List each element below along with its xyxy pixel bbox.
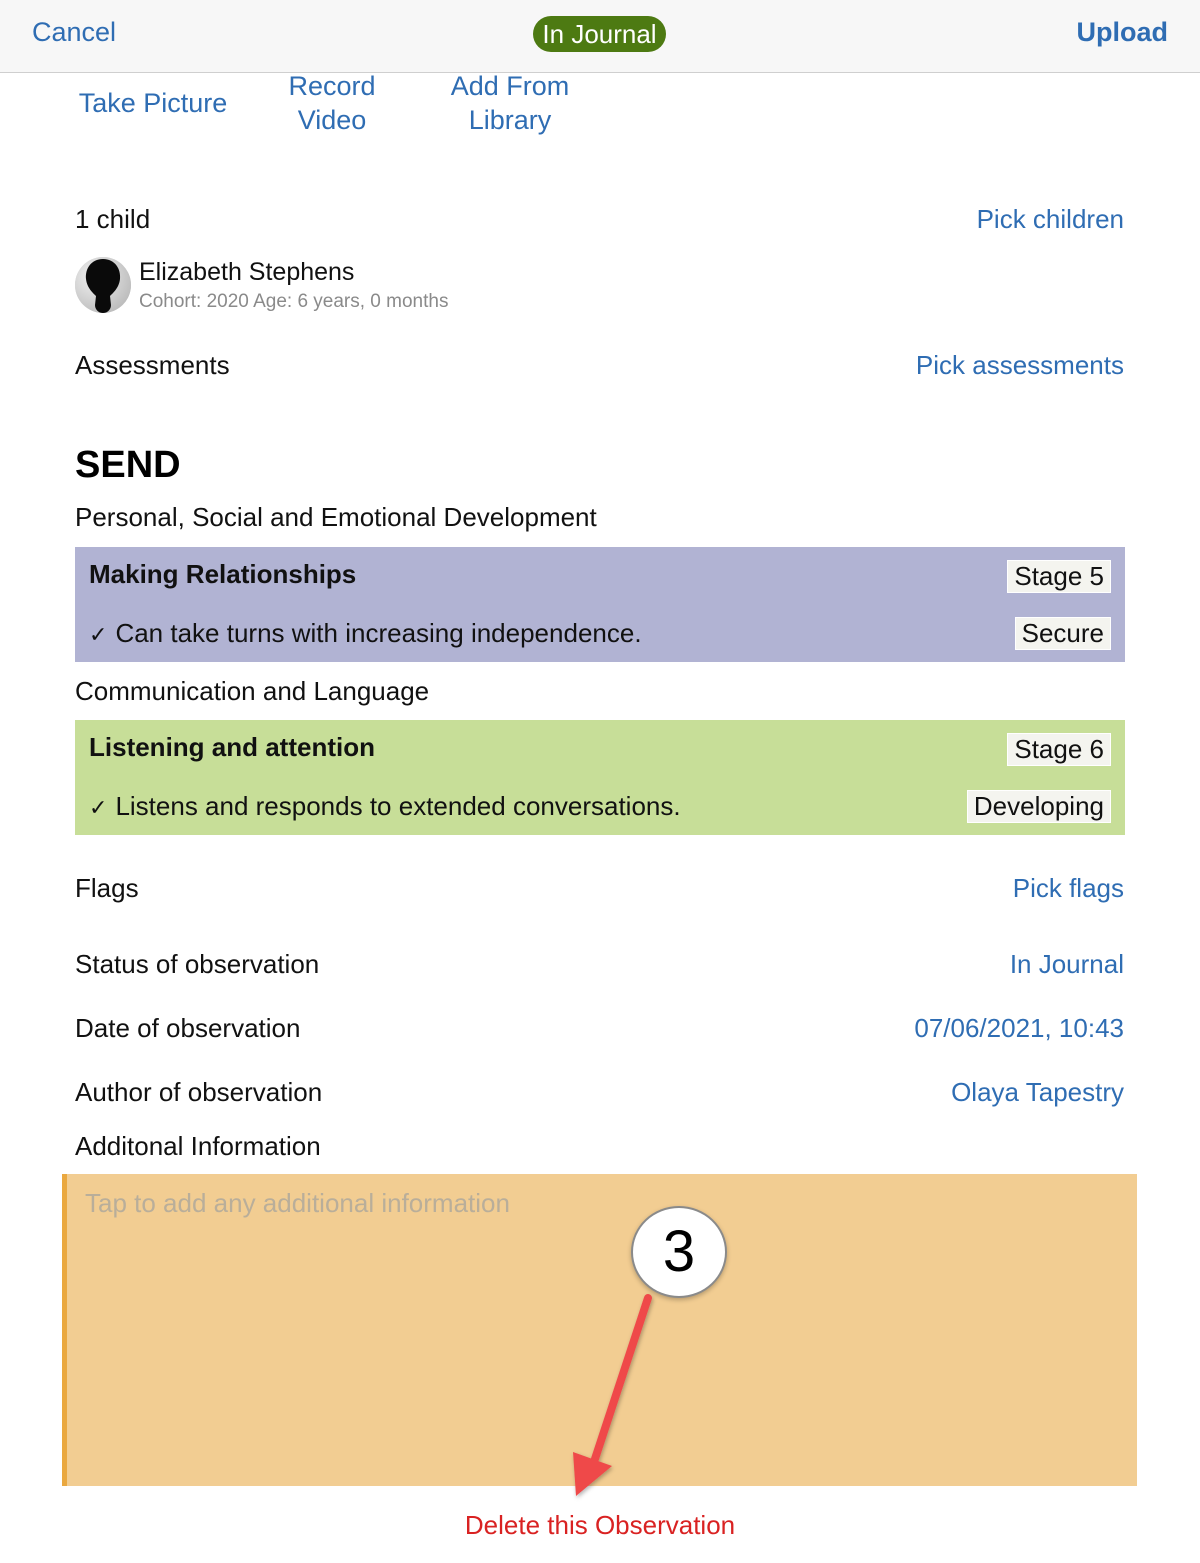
checkmark-icon: ✓ bbox=[89, 622, 108, 647]
pick-flags-button[interactable]: Pick flags bbox=[1012, 873, 1124, 903]
statement-text: Can take turns with increasing independence. bbox=[115, 618, 642, 648]
record-video-label-line2: Video bbox=[297, 105, 367, 135]
flags-label: Flags bbox=[75, 873, 139, 903]
aspect-title: Making Relationships bbox=[89, 559, 357, 589]
additional-info-placeholder: Tap to add any additional information bbox=[85, 1188, 510, 1218]
child-name[interactable]: Elizabeth Stephens bbox=[139, 258, 355, 286]
date-label: Date of observation bbox=[75, 1013, 301, 1043]
statement-text: Listens and responds to extended conversations. bbox=[115, 791, 681, 821]
framework-title: SEND bbox=[75, 444, 181, 486]
stage-badge: Stage 5 bbox=[1007, 560, 1111, 593]
area-title-psed: Personal, Social and Emotional Development bbox=[75, 502, 597, 532]
child-meta: Cohort: 2020 Age: 6 years, 0 months bbox=[139, 291, 449, 312]
pick-children-button[interactable]: Pick children bbox=[976, 204, 1124, 234]
stage-badge: Stage 6 bbox=[1007, 733, 1111, 766]
author-value-button[interactable]: Olaya Tapestry bbox=[951, 1077, 1124, 1107]
step-number-badge: 3 bbox=[631, 1206, 727, 1298]
status-label: Status of observation bbox=[75, 949, 320, 979]
assessments-label: Assessments bbox=[75, 350, 230, 380]
checkmark-icon: ✓ bbox=[89, 795, 108, 820]
date-value-button[interactable]: 07/06/2021, 10:43 bbox=[914, 1013, 1124, 1043]
cancel-button[interactable]: Cancel bbox=[32, 17, 117, 47]
add-from-library-label-line2: Library bbox=[468, 105, 552, 135]
level-badge: Developing bbox=[967, 790, 1111, 823]
level-badge: Secure bbox=[1015, 617, 1111, 650]
take-picture-label: Take Picture bbox=[78, 88, 228, 118]
aspect-title: Listening and attention bbox=[89, 732, 375, 762]
author-label: Author of observation bbox=[75, 1077, 323, 1107]
pick-assessments-button[interactable]: Pick assessments bbox=[915, 350, 1124, 380]
record-video-label-line1: Record bbox=[288, 71, 376, 101]
status-pill[interactable]: In Journal bbox=[533, 16, 666, 52]
delete-observation-button[interactable] bbox=[0, 1510, 1200, 1541]
area-title-cl: Communication and Language bbox=[75, 676, 430, 706]
add-from-library-label-line1: Add From bbox=[450, 71, 570, 101]
additional-info-label: Additonal Information bbox=[75, 1131, 321, 1161]
child-count: 1 child bbox=[75, 204, 151, 234]
upload-button[interactable]: Upload bbox=[1076, 17, 1168, 47]
delete-observation-label: Delete this Observation bbox=[464, 1510, 736, 1540]
status-value-button[interactable]: In Journal bbox=[1009, 949, 1124, 979]
